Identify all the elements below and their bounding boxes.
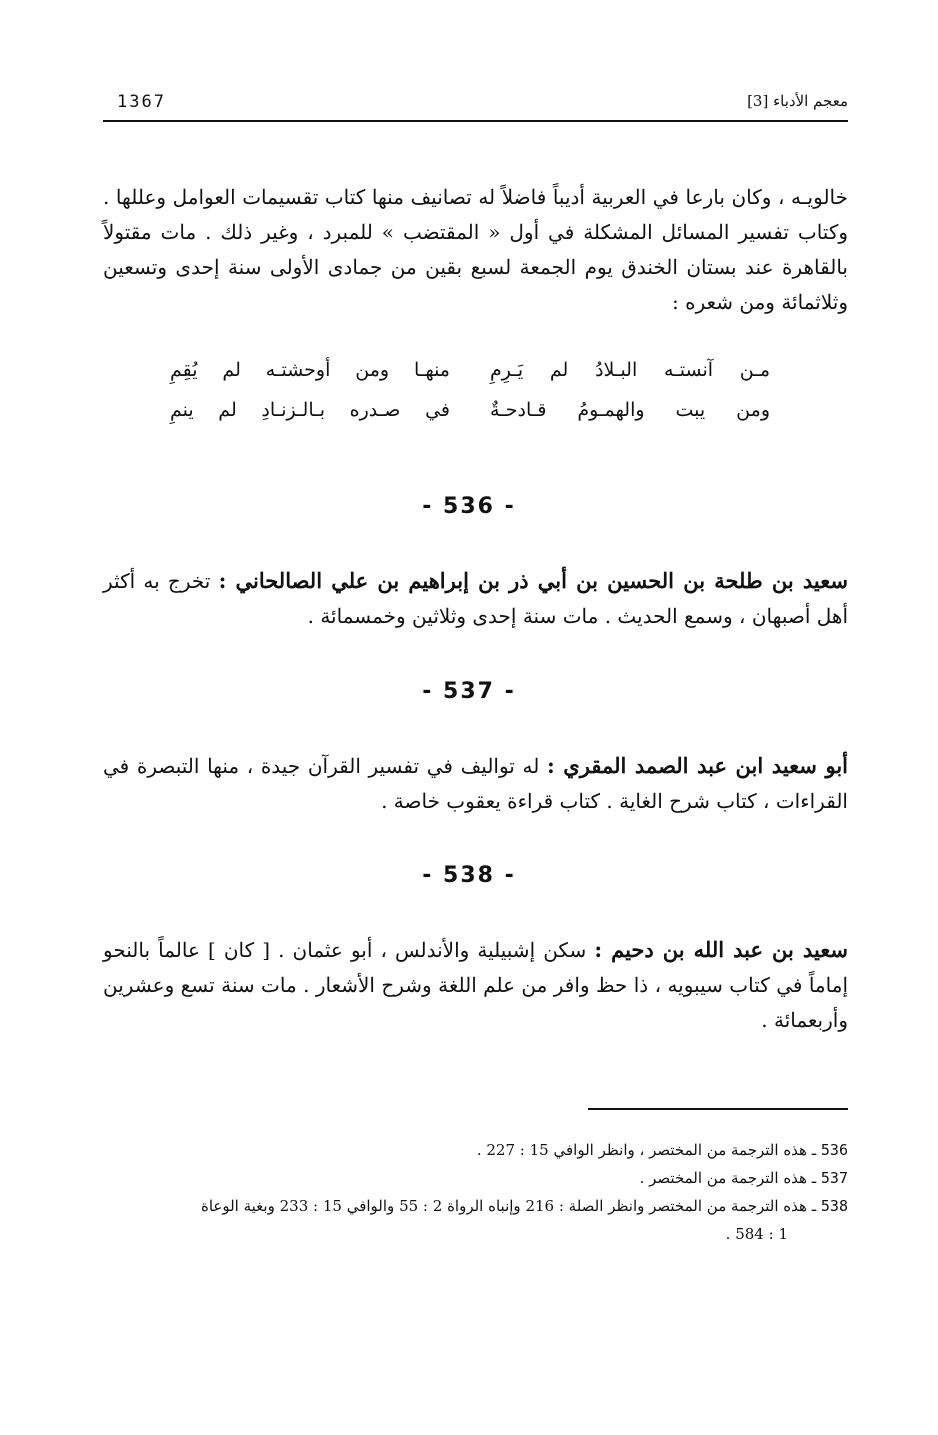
- entry-name: سعيد بن طلحة بن الحسين بن أبي ذر بن إبراهيم بن علي الصالحاني :: [218, 568, 848, 593]
- verse-second-hemistich: منهـا ومن أوحشتـه لم يُقِمِ: [170, 359, 450, 381]
- entry-number-536: - 536 -: [422, 494, 516, 519]
- entry-537: [103, 748, 848, 819]
- entry-number-538: - 538 -: [422, 863, 516, 888]
- verse: [170, 350, 770, 390]
- footnote-text: ـ هذه الترجمة من المختصر وانظر الصلة : 216 وإنباه الرواة 2 : 55 والوافي 15 : 233 وبغية الوعاة: [200, 1197, 817, 1215]
- footnote-continuation: 1 : 584 .: [725, 1225, 788, 1243]
- verse-first-hemistich: ومن يبت والهمـومُ قـادحـةٌ: [490, 399, 770, 421]
- footnote-536: [103, 1136, 848, 1164]
- book-title: معجم الأدباء [3]: [747, 92, 848, 110]
- footnote-number: 537: [820, 1169, 848, 1187]
- footnote-rule: [588, 1108, 848, 1110]
- footnote-number: 536: [820, 1141, 848, 1159]
- entry-name: سعيد بن عبد الله بن دحيم :: [594, 937, 849, 962]
- entry-number-537: - 537 -: [422, 679, 516, 704]
- intro-paragraph: خالويـه ، وكان بارعا في العربية أديباً فاضلاً له تصانيف منها كتاب تقسيمات العوامل وعللها . وكتاب تفسير المسائل المشكلة في أول « المقتضب » للمبرد ، وغير ذلك . مات مقتولاً بالقاهرة عند بستان الخندق يوم الجمعة لسبع بقين من جمادى الأولى سنة إحدى وتسعين وثلاثمائة ومن شعره :: [103, 185, 848, 314]
- footnote-text: ـ هذه الترجمة من المختصر .: [639, 1169, 817, 1187]
- footnote-number: 538: [820, 1197, 848, 1215]
- verse-first-hemistich: مـن آنستـه البـلادُ لم يَـرِمِ: [490, 359, 770, 381]
- verse-second-hemistich: في صـدره بـالـزنـادِ لم ينمِ: [170, 399, 450, 421]
- entry-538: [103, 932, 848, 1038]
- poem: [170, 350, 770, 430]
- footnotes: [103, 1136, 848, 1248]
- page-number: 1367: [117, 92, 166, 112]
- verse: [170, 390, 770, 430]
- header-rule: [103, 120, 848, 122]
- entry-text: تخرج به أكثر أهل أصبهان ، وسمع الحديث . مات سنة إحدى وثلاثين وخمسمائة .: [103, 569, 848, 628]
- footnote-text: ـ هذه الترجمة من المختصر ، وانظر الوافي 15 : 227 .: [476, 1141, 817, 1159]
- entry-text: سكن إشبيلية والأندلس ، أبو عثمان . [ كان ] عالماً بالنحو إماماً في كتاب سيبويه ، ذا حظ وافر من علم اللغة وشرح الأشعار . مات سنة تسع وعشرين وأربعمائة .: [103, 938, 848, 1032]
- running-header: [103, 92, 848, 118]
- footnote-537: [103, 1164, 848, 1192]
- entry-536: [103, 563, 848, 634]
- footnote-538: [103, 1192, 848, 1220]
- entry-name: أبو سعيد ابن عبد الصمد المقري :: [546, 753, 849, 778]
- entry-text: له تواليف في تفسير القرآن جيدة ، منها التبصرة في القراءات ، كتاب شرح الغاية . كتاب قراءة يعقوب خاصة .: [103, 754, 848, 813]
